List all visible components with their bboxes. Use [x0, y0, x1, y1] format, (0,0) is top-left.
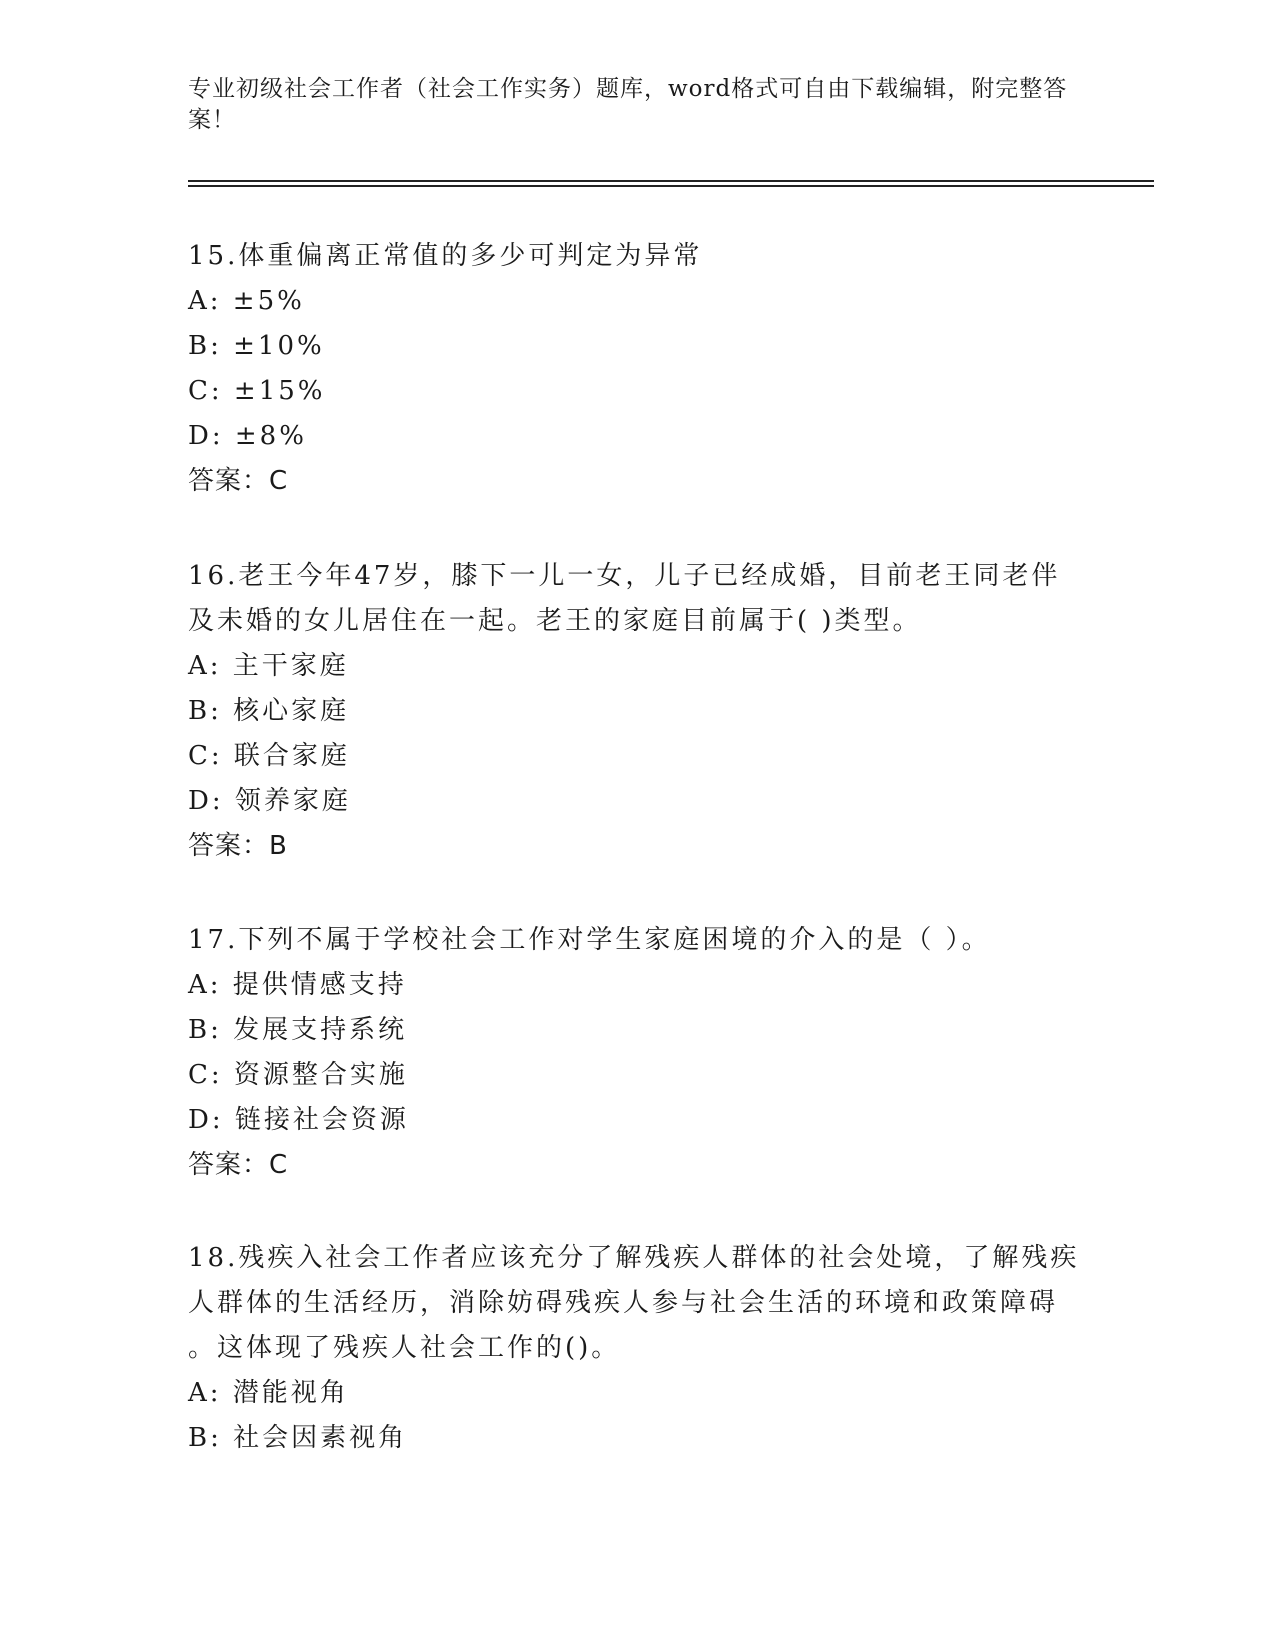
option-d: D: 领养家庭: [188, 786, 351, 816]
answer: 答案：C: [188, 466, 289, 496]
document-header: 专业初级社会工作者（社会工作实务）题库，word格式可自由下载编辑，附完整答案！: [188, 76, 1068, 133]
answer: 答案：B: [188, 831, 288, 861]
option-b: B: 核心家庭: [188, 696, 350, 726]
question-stem-line: 人群体的生活经历，消除妨碍残疾人参与社会生活的环境和政策障碍: [188, 1288, 1059, 1318]
option-c: C: ±15%: [188, 376, 326, 406]
question-15: [188, 234, 1088, 504]
header-rule-bottom: [188, 185, 1154, 187]
option-a: A: 主干家庭: [188, 651, 349, 681]
option-a: A: ±5%: [188, 286, 305, 316]
answer: 答案：C: [188, 1150, 289, 1180]
option-d: D: ±8%: [188, 421, 307, 451]
option-b: B: ±10%: [188, 331, 325, 361]
question-stem-line: 及未婚的女儿居住在一起。老王的家庭目前属于( )类型。: [188, 606, 922, 636]
option-a: A: 提供情感支持: [188, 970, 407, 1000]
question-stem: 17.下列不属于学校社会工作对学生家庭困境的介入的是（ ）。: [188, 925, 991, 955]
header-rule-top: [188, 180, 1154, 182]
question-stem-line: 。这体现了残疾人社会工作的()。: [188, 1333, 621, 1363]
option-b: B: 发展支持系统: [188, 1015, 408, 1045]
question-stem: 15.体重偏离正常值的多少可判定为异常: [188, 241, 703, 271]
option-b: B: 社会因素视角: [188, 1423, 408, 1453]
option-c: C: 资源整合实施: [188, 1060, 408, 1090]
question-stem-line: 16.老王今年47岁，膝下一儿一女，儿子已经成婚，目前老王同老伴: [188, 561, 1061, 591]
question-16: [188, 554, 1088, 869]
question-stem-line: 18.残疾入社会工作者应该充分了解残疾人群体的社会处境，了解残疾: [188, 1243, 1080, 1273]
question-17: [188, 918, 1088, 1188]
option-d: D: 链接社会资源: [188, 1105, 409, 1135]
option-a: A: 潜能视角: [188, 1378, 349, 1408]
option-c: C: 联合家庭: [188, 741, 350, 771]
question-18: [188, 1236, 1088, 1461]
